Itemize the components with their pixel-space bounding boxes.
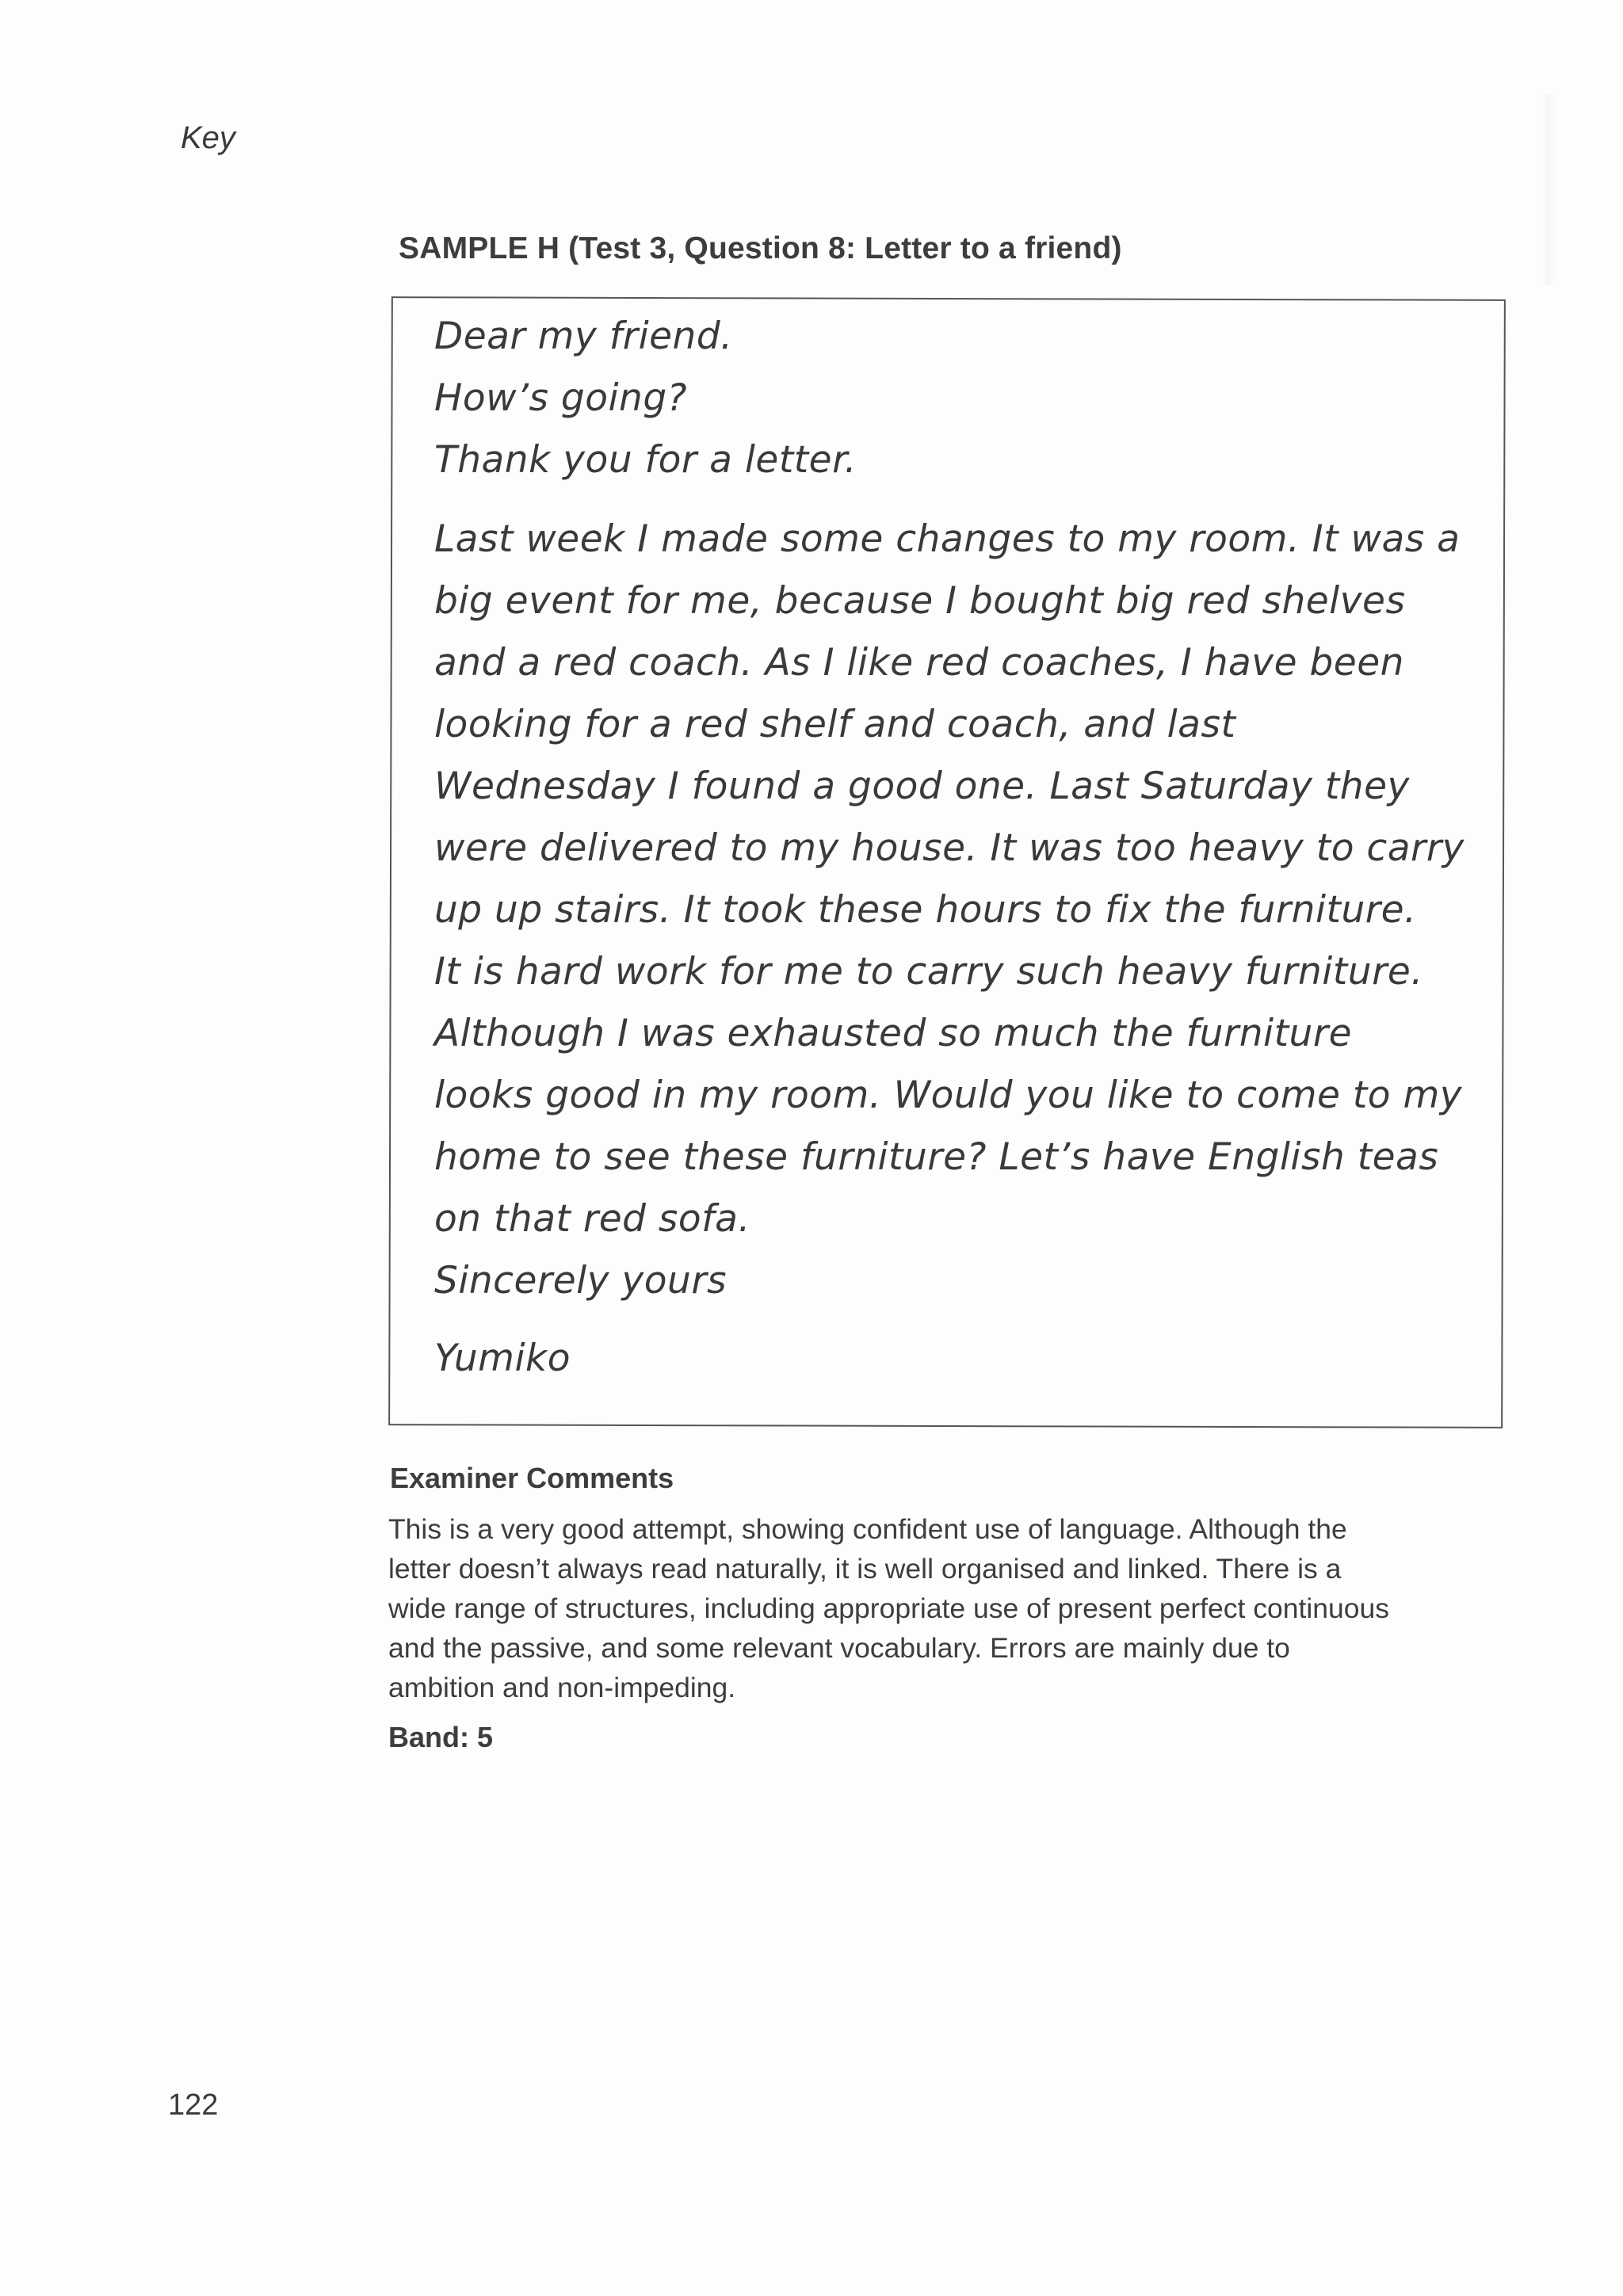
letter-body-line: looks good in my room. Would you like to come to my xyxy=(434,1074,1463,1117)
letter-body-line: looking for a red shelf and coach, and last xyxy=(434,703,1236,746)
letter-body-line: were delivered to my house. It was too heavy to carry xyxy=(434,826,1465,870)
letter-greeting-line: Dear my friend. xyxy=(434,315,733,358)
sample-heading: SAMPLE H (Test 3, Question 8: Letter to a friend) xyxy=(399,231,1122,265)
examiner-comment-line: wide range of structures, including appropriate use of present perfect continuous xyxy=(388,1592,1389,1624)
letter-body-line: Wednesday I found a good one. Last Saturday they xyxy=(434,765,1410,808)
page-edge-shadow xyxy=(1541,95,1556,285)
running-head: Key xyxy=(181,120,235,155)
letter-greeting-line: How’s going? xyxy=(434,376,688,420)
letter-closing: Sincerely yours xyxy=(434,1259,727,1302)
letter-text xyxy=(434,306,1496,1390)
band-score: Band: 5 xyxy=(388,1721,494,1753)
closing-gap xyxy=(434,1312,1496,1328)
letter-body-line: big event for me, because I bought big red shelves xyxy=(434,579,1406,623)
page-number: 122 xyxy=(168,2088,219,2122)
examiner-comment-line: letter doesn’t always read naturally, it is well organised and linked. There is a xyxy=(388,1553,1342,1585)
examiner-comment-line: This is a very good attempt, showing confident use of language. Although the xyxy=(388,1513,1347,1545)
letter-body-line: Last week I made some changes to my room. It was a xyxy=(434,517,1461,561)
paragraph-gap xyxy=(434,491,1496,509)
letter-body-line: It is hard work for me to carry such heavy furniture. xyxy=(434,950,1423,994)
letter-greeting-line: Thank you for a letter. xyxy=(434,438,857,482)
examiner-comments-body xyxy=(388,1509,1498,1707)
examiner-comment-line: ambition and non-impeding. xyxy=(388,1672,736,1703)
letter-body-line: and a red coach. As I like red coaches, I have been xyxy=(434,641,1404,685)
letter-body-line: home to see these furniture? Let’s have English teas xyxy=(434,1135,1439,1179)
letter-body-line: on that red sofa. xyxy=(434,1197,750,1241)
examiner-comment-line: and the passive, and some relevant vocabulary. Errors are mainly due to xyxy=(388,1632,1290,1664)
letter-body-line: up up stairs. It took these hours to fix the furniture. xyxy=(434,888,1417,932)
letter-signature: Yumiko xyxy=(434,1337,571,1380)
letter-body-line: Although I was exhausted so much the furniture xyxy=(434,1012,1353,1055)
examiner-comments-heading: Examiner Comments xyxy=(390,1462,674,1494)
